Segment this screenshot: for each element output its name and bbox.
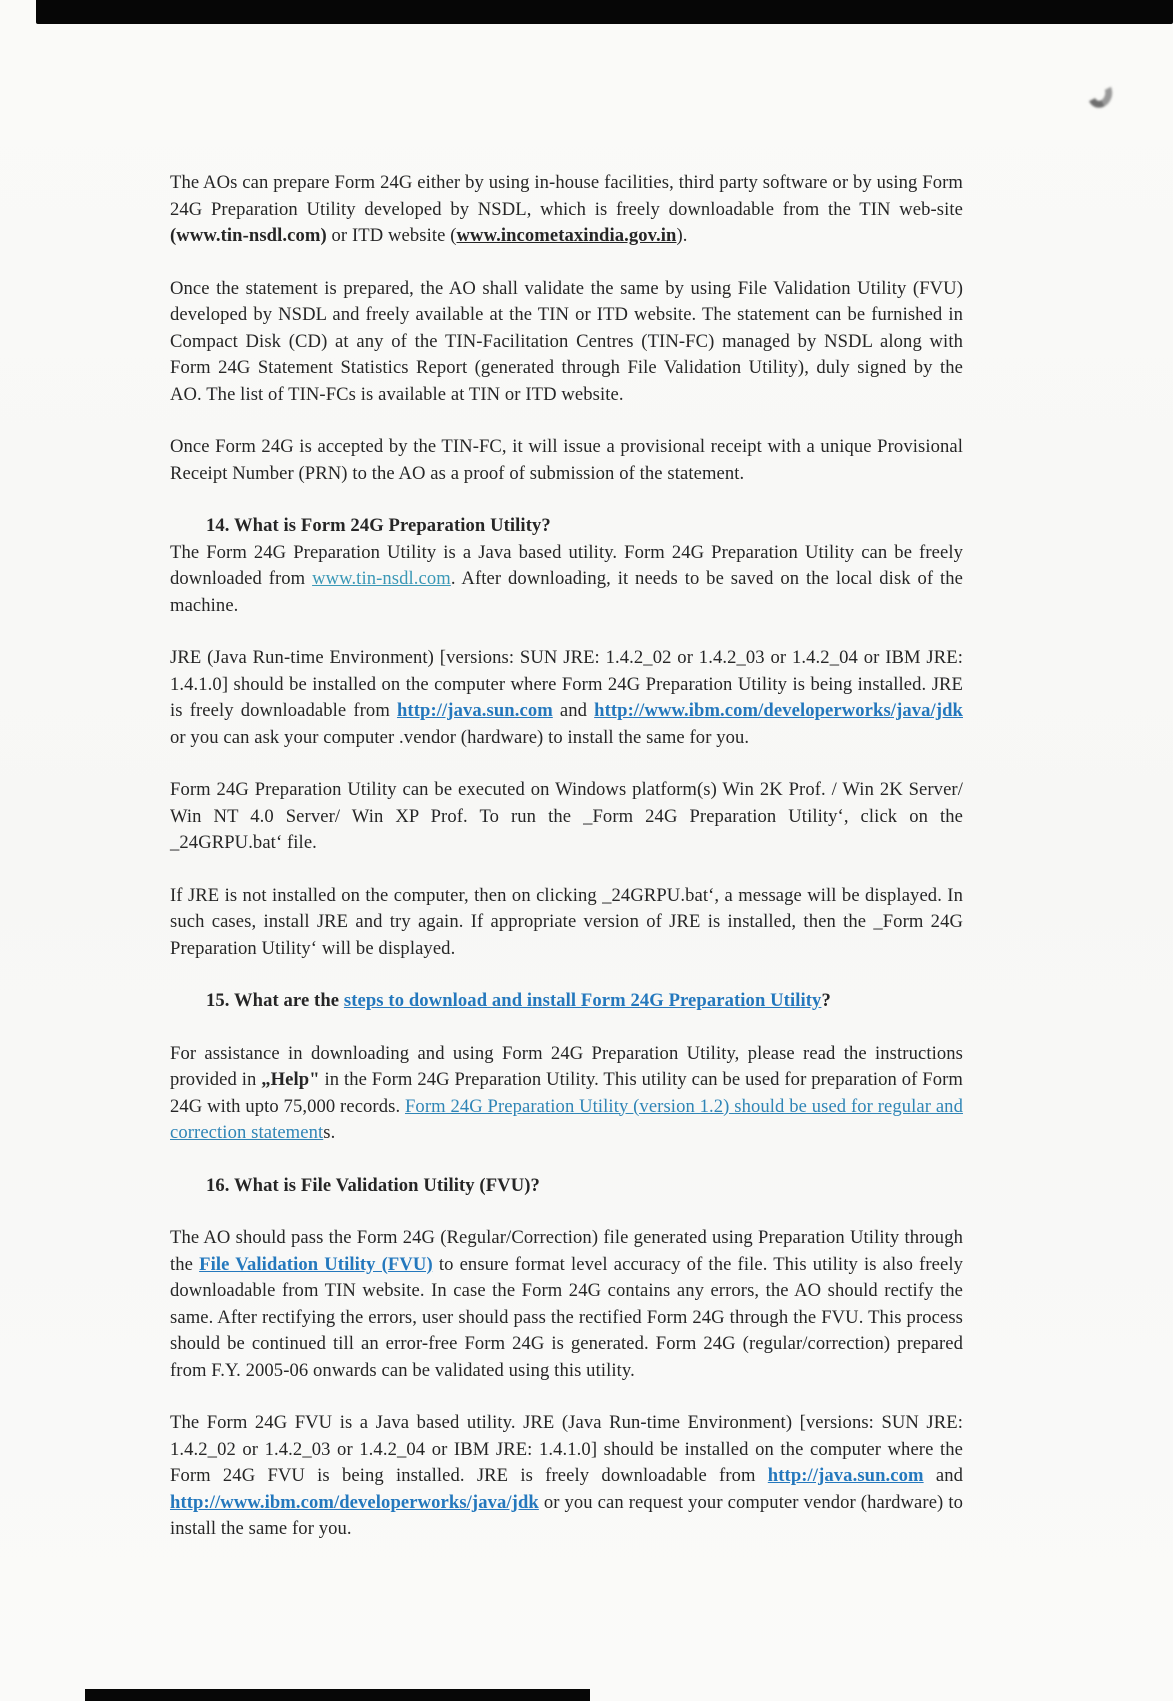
text-segment: to ensure format level accuracy of the file. This utility is also freely downloadable from TIN website. In case the Form 24G contains any errors, the AO should rectify the same. After rectifying the errors, user should pass the rectified Form 24G through the FVU. This process should be continued till an error-free Form 24G is generated. Form 24G (regular/correction) prepared from F.Y. 2005-06 onwards can be validated using this utility. — [170, 1253, 964, 1381]
text-segment: The AO should pass the Form 24G (Regular/Correction) file generated using Preparation Utility through the — [170, 1227, 963, 1275]
text-segment: and — [923, 1465, 963, 1486]
paragraph-intro — [170, 170, 963, 250]
text-segment: and — [552, 700, 595, 721]
tin-website-bold: (www.tin-nsdl.com) — [170, 225, 327, 246]
tin-nsdl-link[interactable]: www.tin-nsdl.com — [312, 568, 451, 589]
paragraph-validation: Once the statement is prepared, the AO shall validate the same by using File Validation Utility (FVU) developed by NSDL and freely available at the TIN or ITD website. The statement can be furnished in Compact Disk (CD) at any of the TIN-Facilitation Centres (TIN-FC) managed by NSDL along with Form 24G Statement Statistics Report (generated through File Validation Utility), duly signed by the AO. The list of TIN-FCs is available at TIN or ITD website. — [170, 277, 963, 405]
text-segment: or you can ask your computer .vendor (hardware) to install the same for you. — [170, 726, 750, 748]
paragraph-q14-answer — [170, 540, 963, 620]
paragraph-fvu-answer — [170, 1225, 963, 1384]
ibm-developerworks-link-2[interactable]: http://www.ibm.com/developerworks/java/jdk — [170, 1491, 539, 1513]
paragraph-assistance — [170, 1041, 963, 1147]
utility-version-link[interactable]: Form 24G Preparation Utility (version 1.2) should be used for regular and correction statement — [170, 1095, 963, 1143]
paragraph-windows-platforms: Form 24G Preparation Utility can be executed on Windows platform(s) Win 2K Prof. / Win 2K Server/ Win NT 4.0 Server/ Win XP Prof. To run the _Form 24G Preparation Utility‘, click on the _24GRPU.bat‘ file. — [170, 779, 963, 853]
text-segment: . After downloading, it needs to be saved on the local disk of the machine. — [170, 568, 964, 616]
help-bold: „Help" — [261, 1069, 320, 1090]
text-segment: ? — [821, 990, 831, 1011]
java-sun-link-2[interactable]: http://java.sun.com — [767, 1465, 924, 1486]
scan-artifact-bottom-bar — [85, 1689, 590, 1701]
paragraph-jre-not-installed: If JRE is not installed on the computer, then on clicking _24GRPU.bat‘, a message will be displayed. In such cases, install JRE and try again. If appropriate version of JRE is installed, then the _Form 24G Preparation Utility‘ will be displayed. — [170, 884, 963, 959]
text-segment: JRE (Java Run-time Environment) [versions: SUN JRE: 1.4.2_02 or 1.4.2_03 or 1.4.2_04 or IBM JRE: 1.4.1.0] should be installed on the computer where Form 24G Preparation Utility is being installed. JRE is freely downloadable from — [170, 647, 963, 721]
question-16-heading: 16. What is File Validation Utility (FVU)? — [206, 1174, 540, 1196]
text-segment: s. — [323, 1122, 336, 1143]
file-validation-utility-link[interactable]: File Validation Utility (FVU) — [199, 1253, 433, 1275]
scan-artifact-top-bar — [36, 0, 1173, 24]
ibm-developerworks-link[interactable]: http://www.ibm.com/developerworks/java/jdk — [594, 700, 963, 721]
incometaxindia-url: www.incometaxindia.gov.in — [456, 225, 677, 246]
text-segment: The AOs can prepare Form 24G either by using in-house facilities, third party software or by using Form 24G Preparation Utility developed by NSDL, which is freely downloadable from the TIN web-site — [170, 172, 963, 220]
text-segment: ). — [676, 225, 688, 246]
question-15-heading — [170, 988, 963, 1015]
text-segment: or ITD website ( — [326, 225, 457, 246]
question-14-heading: 14. What is Form 24G Preparation Utility? — [206, 515, 551, 536]
paragraph-provisional-receipt: Once Form 24G is accepted by the TIN-FC, it will issue a provisional receipt with a unique Provisional Receipt Number (PRN) to the AO as a proof of submission of the statement. — [170, 436, 963, 484]
document-body — [170, 170, 963, 1569]
paragraph-jre-requirements — [170, 645, 963, 751]
scan-smudge-mark — [1084, 77, 1115, 111]
paragraph-fvu-jre — [170, 1410, 963, 1543]
text-segment: in the Form 24G Preparation Utility. This utility can be used for preparation of Form 24G with upto 75,000 records. — [170, 1069, 963, 1117]
text-segment: or you can request your computer vendor (hardware) to install the same for you. — [170, 1491, 963, 1539]
text-segment: The Form 24G FVU is a Java based utility. JRE (Java Run-time Environment) [versions: SUN JRE: 1.4.2_02 or 1.4.2_03 or 1.4.2_04 or IBM JRE: 1.4.1.0] should be installed on the computer where the Form 24G FVU is being installed. JRE is freely downloadable from — [170, 1412, 963, 1486]
steps-download-install-link[interactable]: steps to download and install Form 24G Preparation Utility — [343, 990, 822, 1011]
text-segment: 15. What are the — [206, 990, 344, 1011]
text-segment: For assistance in downloading and using Form 24G Preparation Utility, please read the instructions provided in — [170, 1042, 963, 1090]
text-segment: The Form 24G Preparation Utility is a Java based utility. Form 24G Preparation Utility can be freely downloaded from — [170, 541, 963, 589]
java-sun-link[interactable]: http://java.sun.com — [396, 700, 553, 721]
